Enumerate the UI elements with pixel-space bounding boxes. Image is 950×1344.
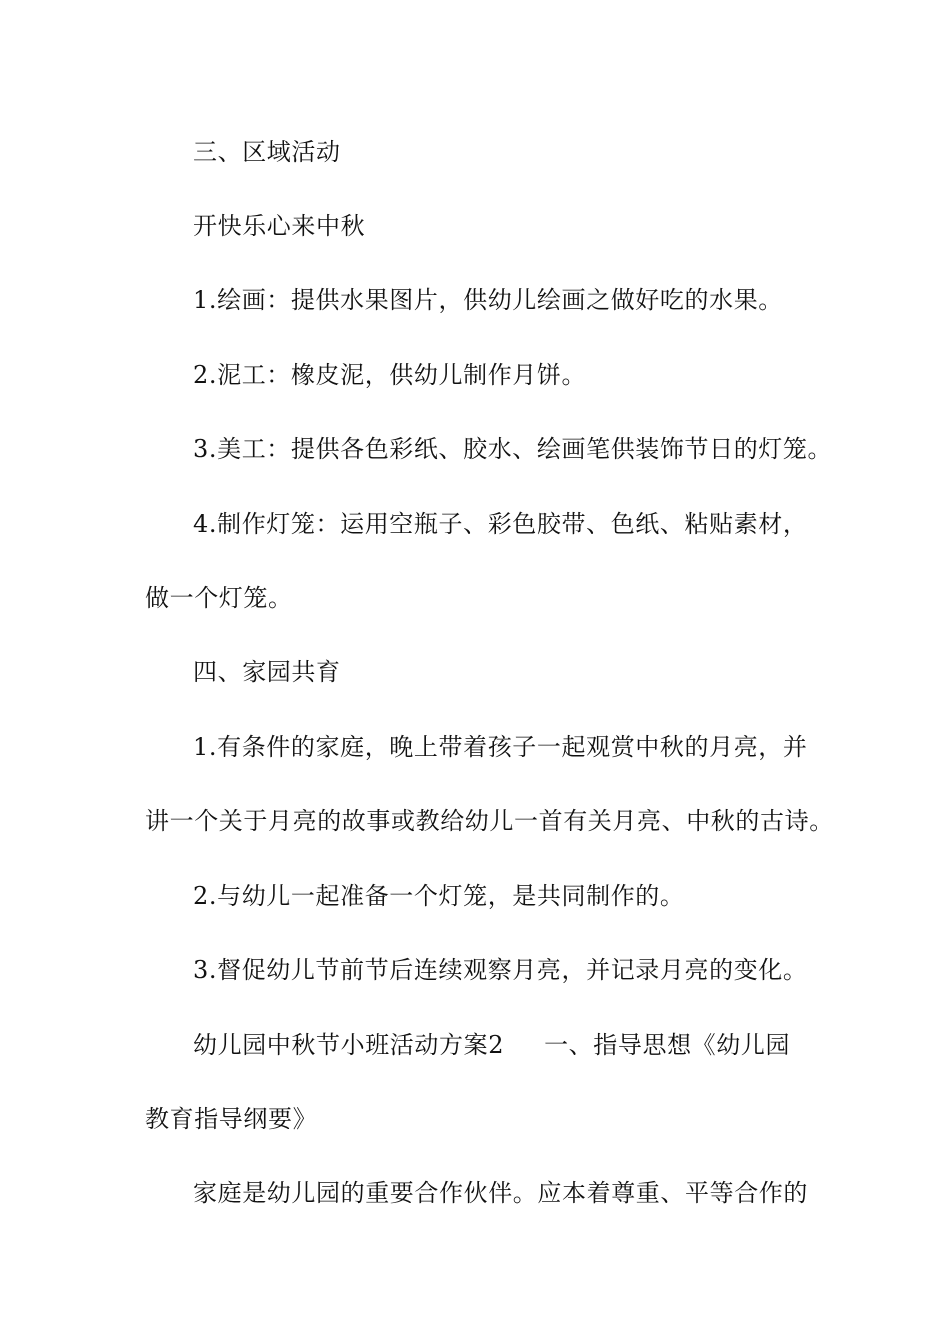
section-heading-regional-activities: 三、区域活动 [193,138,341,166]
section-heading-home-school: 四、家园共育 [193,658,341,686]
plan-title-line [193,1025,807,1065]
paragraph-family-partner: 家庭是幼儿园的重要合作伙伴。应本着尊重、平等合作的 [193,1179,808,1207]
activity-subtitle: 开快乐心来中秋 [193,212,366,240]
paragraph-prepare-lantern: 2.与幼儿一起准备一个灯笼，是共同制作的。 [193,882,685,910]
guiding-thought-continued: 教育指导纲要》 [145,1105,318,1133]
paragraph-lantern-making: 4.制作灯笼：运用空瓶子、彩色胶带、色纸、粘贴素材， [193,510,808,538]
paragraph-clay: 2.泥工：橡皮泥，供幼儿制作月饼。 [193,361,587,389]
paragraph-art: 3.美工：提供各色彩纸、胶水、绘画笔供装饰节日的灯笼。 [193,435,833,463]
plan-title: 幼儿园中秋节小班活动方案2 [193,1031,505,1059]
paragraph-lantern-making-continued: 做一个灯笼。 [145,584,293,612]
guiding-thought-heading: 一、指导思想《幼儿园 [544,1031,791,1059]
paragraph-painting: 1.绘画：提供水果图片，供幼儿绘画之做好吃的水果。 [193,286,783,314]
paragraph-moon-viewing-continued: 讲一个关于月亮的故事或教给幼儿一首有关月亮、中秋的古诗。 [145,807,834,835]
paragraph-observe-moon: 3.督促幼儿节前节后连续观察月亮，并记录月亮的变化。 [193,956,808,984]
paragraph-moon-viewing: 1.有条件的家庭，晚上带着孩子一起观赏中秋的月亮，并 [193,733,808,761]
